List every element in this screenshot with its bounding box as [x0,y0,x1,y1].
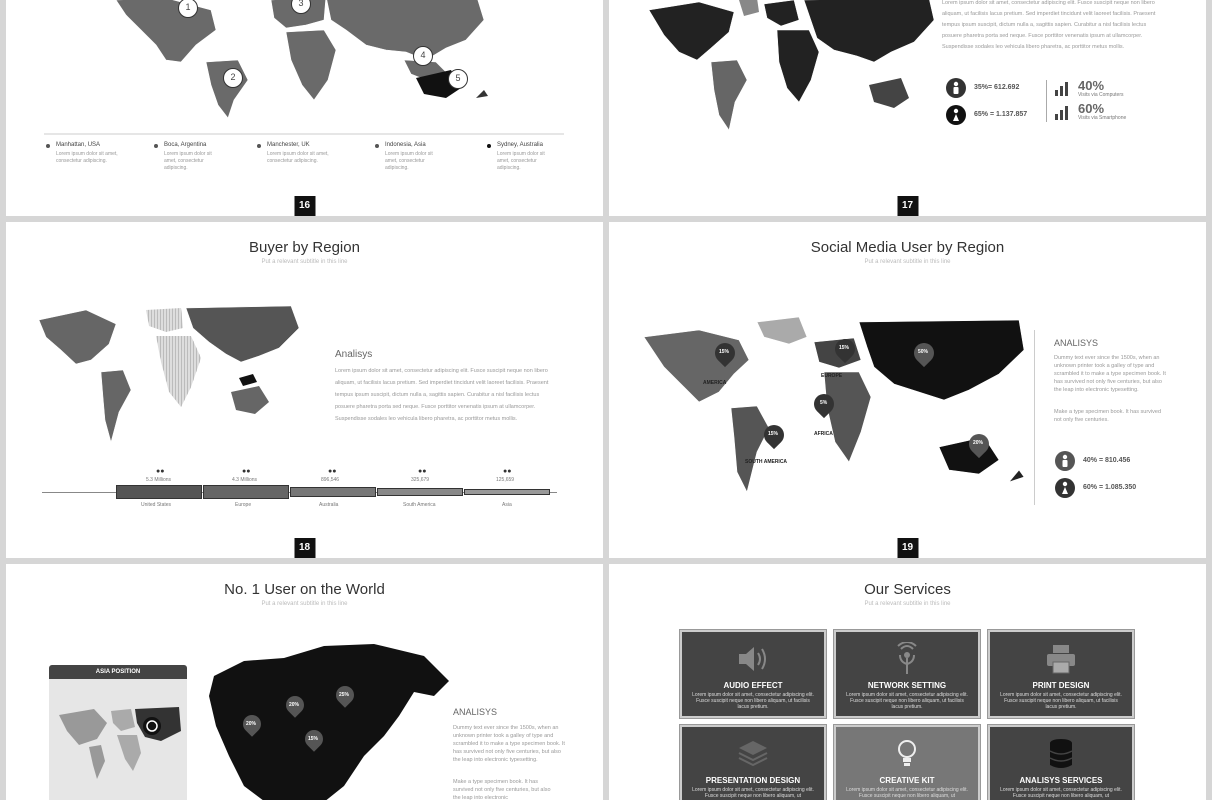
pct-computers-label: Visits via Computers [1078,92,1124,98]
bar-south-america[interactable] [377,488,463,496]
bullet-icon [257,144,261,148]
marker-region: AFRICA [814,431,833,437]
stat-male: 35%= 612.692 [974,84,1020,91]
bar-region: United States [141,502,172,508]
marker-pct: 20% [973,440,984,446]
slide-subtitle: Put a relevant subtitle in this line [261,601,348,607]
slide-16[interactable] [6,0,603,216]
slide-17[interactable] [609,0,1206,216]
marker-region: SOUTH AMERICA [745,459,788,465]
users-icon: ●● [242,468,251,475]
layers-icon [735,737,771,771]
slide-title: Social Media User by Region [810,239,1005,256]
pin-label: 5 [455,73,461,83]
marker-pct: 15% [839,345,850,351]
bar-region: Europe [235,502,252,508]
slide-title: Buyer by Region [249,239,360,256]
location-desc: Lorem ipsum dolor sit amet, consectetur adipiscing. [497,151,545,171]
service-title: AUDIO EFFECT [723,681,783,690]
stat-male: 40% = 810.456 [1083,457,1131,464]
pin-label: 3 [298,0,304,8]
bar-value: 5.3 Millions [146,477,172,483]
analysis-heading: ANALISYS [453,707,498,717]
location-name: Indonesia, Asia [385,142,426,148]
marker-region: AMERICA [703,380,727,386]
divider [1034,330,1035,505]
analysis-body: Dummy text ever since the 1500s, when an unknown printer took a galley of type and scrambled it to make a type specimen book. It has survived not only five centuries, but also the leap into electronic typesetting. [1054,355,1166,393]
pin-4[interactable] [413,46,433,66]
location-desc: Lorem ipsum dolor sit amet, consectetur adipiscing. [385,151,433,171]
divider [1046,80,1047,122]
service-desc: Lorem ipsum dolor sit amet, consectetur adipiscing elit. Fusce suscipit neque non libero aliquam, ut [846,787,968,799]
service-title: NETWORK SETTING [867,681,947,690]
slide-title: No. 1 User on the World [224,581,385,598]
marker-pct: 15% [308,736,319,742]
users-icon: ●● [156,468,165,475]
pin-label: 4 [420,50,426,60]
pct-computers: 40% [1078,78,1105,93]
pin-label: 2 [230,72,236,82]
bar-value: 4.3 Millions [232,477,258,483]
marker-pct: 15% [768,431,779,437]
slide-21[interactable] [609,564,1206,800]
marker-pct: 20% [246,721,257,727]
slide-subtitle: Put a relevant subtitle in this line [864,259,951,265]
analysis-heading: Analisys [335,349,373,360]
pin-5[interactable] [448,69,468,89]
speaker-icon [735,642,771,676]
marker-region: EUROPE [821,373,843,379]
analysis-body: Dummy text ever since the 1500s, when an unknown printer took a galley of type and scrambled it to make a type specimen book. It has survived not only five centuries, but also the leap into electronic typesetting. [453,725,565,763]
stat-female: 65% = 1.137.857 [974,111,1028,118]
bullet-icon [375,144,379,148]
antenna-icon [889,642,925,676]
female-user-icon [946,105,966,125]
asia-position-panel [49,665,187,800]
service-card-creative-kit[interactable] [834,725,980,800]
service-title: PRESENTATION DESIGN [705,776,801,785]
location-desc: Lorem ipsum dolor sit amet, consectetur adipiscing. [164,151,212,171]
marker-pct: 25% [339,692,350,698]
bar-australia[interactable] [290,487,376,497]
male-user-icon [1055,451,1075,471]
page-number: 18 [294,538,315,558]
slide-title: Our Services [864,581,951,598]
service-title: CREATIVE KIT [879,776,935,785]
bullet-icon [154,144,158,148]
mini-world-map [49,679,187,799]
location-name: Manchester, UK [267,142,310,148]
page-number: 17 [897,196,918,216]
pin-label: 1 [185,2,191,12]
marker-pct: 50% [918,349,929,355]
users-icon: ●● [418,468,427,475]
service-card-network-setting[interactable] [834,630,980,718]
slide-20[interactable] [6,564,603,800]
marker-pct: 20% [289,702,300,708]
lightbulb-icon [889,737,925,771]
service-title: PRINT DESIGN [1032,681,1090,690]
service-card-analisys-services[interactable] [988,725,1134,800]
page-number: 16 [294,196,315,216]
slide-18[interactable] [6,222,603,558]
bar-value: 896,546 [321,477,340,483]
marker-pct: 5% [820,400,828,406]
bullet-icon [46,144,50,148]
analysis-heading: ANALISYS [1054,338,1099,348]
printer-icon [1043,642,1079,676]
bar-asia[interactable] [464,489,550,495]
female-user-icon [1055,478,1075,498]
bar-chart-icon [1055,82,1069,96]
bar-region: Australia [319,502,339,508]
slide-19[interactable] [609,222,1206,558]
database-icon [1043,737,1079,771]
slide-subtitle: Put a relevant subtitle in this line [261,259,348,265]
body-text: Lorem ipsum dolor sit amet, consectetur adipiscing elit. Fusce suscipit neque non libero aliquam, ut facilisis lacus pretium. Sed imperdiet tincidunt velit laoreet facilisis. Praesent tempus ipsum suscipit, dictum nulla a, sagittis sapien. Curabitur a nisl facilisis lectus posuere pharetra porta sed neque. Fusce porttitor venenatis ipsum at ullamcorper. Suspendisse sodales leo vehicula libero pharetra, ac porttitor metus mollis. [942,0,1156,50]
analysis-body-2: Make a type specimen book. It has survived not only five centuries, but also the leap into electronic [453,779,551,800]
service-desc: Lorem ipsum dolor sit amet, consectetur adipiscing elit. Fusce suscipit neque non libero aliquam, ut facilisis lacus pretium. [692,692,814,710]
users-icon: ●● [503,468,512,475]
bar-value: 125,659 [496,477,515,483]
location-desc: Lorem ipsum dolor sit amet, consectetur adipiscing. [56,151,118,164]
world-map [6,0,603,216]
world-map [639,0,959,150]
marker-pct: 15% [719,349,730,355]
bar-united-states[interactable] [116,485,202,499]
panel-title: ASIA POSITION [49,665,187,679]
location-name: Manhattan, USA [56,142,101,148]
users-icon: ●● [328,468,337,475]
asia-map [204,636,454,800]
bar-region: South America [403,502,436,508]
slide-subtitle: Put a relevant subtitle in this line [864,601,951,607]
service-title: ANALISYS SERVICES [1019,776,1103,785]
service-card-presentation-design[interactable] [680,725,826,800]
service-card-print-design[interactable] [988,630,1134,718]
analysis-body-2: Make a type specimen book. It has survived not only five centuries. [1054,409,1161,423]
service-desc: Lorem ipsum dolor sit amet, consectetur adipiscing elit. Fusce suscipit neque non libero aliquam, ut facilisis lacus pretium. [846,692,968,710]
location-desc: Lorem ipsum dolor sit amet, consectetur adipiscing. [267,151,329,164]
pct-smartphone: 60% [1078,101,1105,116]
pin-2[interactable] [223,68,243,88]
page-number: 19 [897,538,918,558]
service-card-audio-effect[interactable] [680,630,826,718]
bar-europe[interactable] [203,485,289,499]
bar-region: Asia [502,502,512,508]
pct-smartphone-label: Visits via Smartphone [1078,115,1127,121]
service-desc: Lorem ipsum dolor sit amet, consectetur adipiscing elit. Fusce suscipit neque non libero aliquam, ut [1000,787,1122,799]
bar-chart-icon [1055,106,1069,120]
location-name: Sydney, Australia [497,142,543,148]
service-desc: Lorem ipsum dolor sit amet, consectetur adipiscing elit. Fusce suscipit neque non libero aliquam, ut [692,787,814,799]
world-map [31,302,311,452]
stat-female: 60% = 1.085.350 [1083,484,1137,491]
bullet-icon [487,144,491,148]
male-user-icon [946,78,966,98]
analysis-body: Lorem ipsum dolor sit amet, consectetur adipiscing elit. Fusce suscipit neque non libero aliquam, ut facilisis lacus pretium. Sed imperdiet tincidunt velit laoreet facilisis. Praesent tempus ipsum suscipit, dictum nulla a, sagittis sapien. Curabitur a nisl facilisis lectus posuere pharetra porta sed neque. Fusce porttitor venenatis ipsum at ullamcorper. Suspendisse sodales leo vehicula libero pharetra, ac porttitor metus mollis. [335,368,549,422]
service-desc: Lorem ipsum dolor sit amet, consectetur adipiscing elit. Fusce suscipit neque non libero aliquam, ut facilisis lacus pretium. [1000,692,1122,710]
bar-value: 325,679 [411,477,430,483]
location-name: Boca, Argentina [164,142,207,148]
